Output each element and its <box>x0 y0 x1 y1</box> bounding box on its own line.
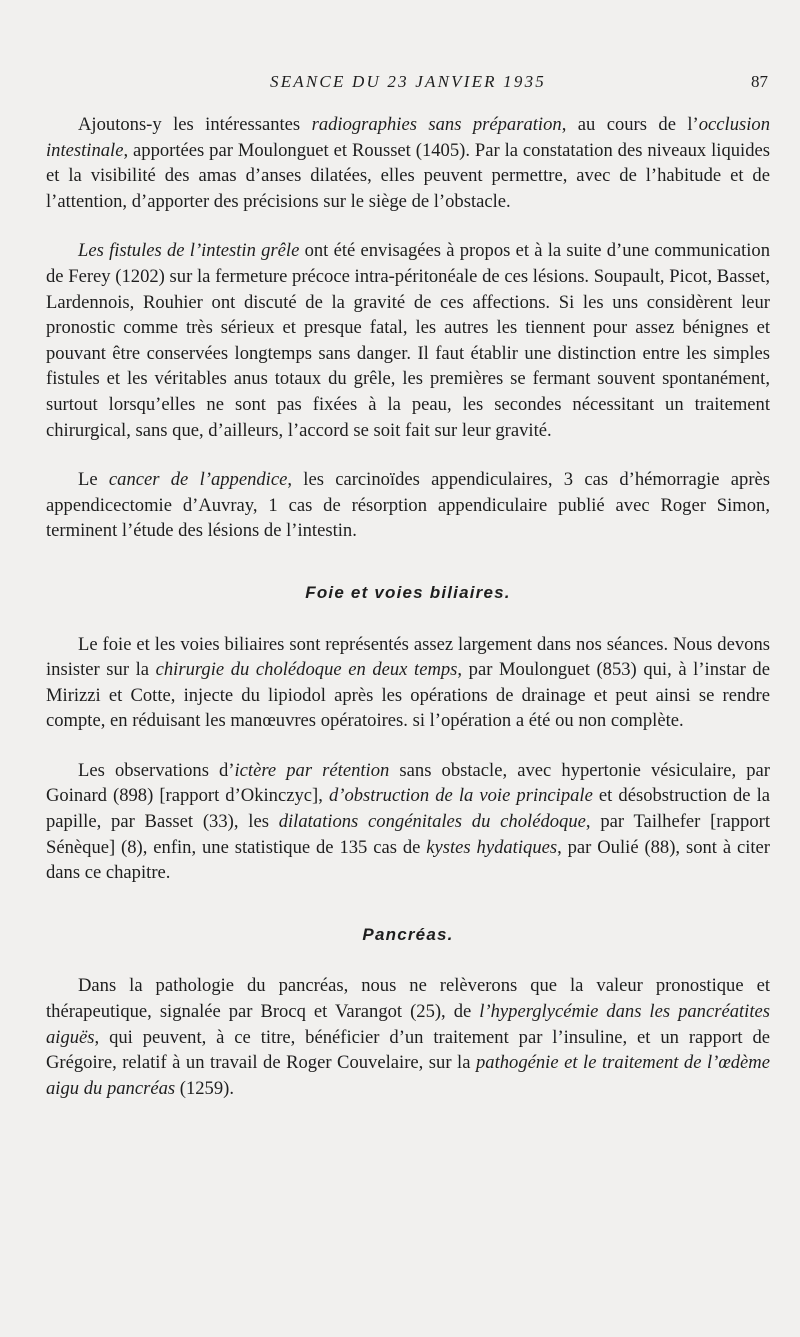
italic-term: ictère par rétention <box>234 759 390 781</box>
italic-term: kystes hydatiques <box>426 836 558 858</box>
text-run: sans obstacle, avec hypertonie vésiculaire, par Goinard (898) [rapport d’Okinczyc], <box>46 759 770 807</box>
text-run: , au cours de l’ <box>561 114 699 135</box>
text-run: , qui peuvent, à ce titre, bénéficier d’un traitement par l’insuline, et un rapport de Grégoire, relatif à un travail de Roger Couvelaire, sur la <box>46 1026 770 1074</box>
italic-term: pathogénie et le traitement de l’œdème aigu du pancréas <box>46 1052 770 1099</box>
running-title: SEANCE DU 23 JANVIER 1935 <box>270 72 546 91</box>
text-run: , apportées par Moulonguet et Rousset (1405). Par la constatation des niveaux liquides et la visibilité des amas d’anses dilatées, elles peuvent permettre, avec de l’habitude et de l’attention, d’apporter des précisions sur le siège de l’obstacle. <box>46 139 770 212</box>
text-run: Le foie et les voies biliaires sont représentés assez largement dans nos séances. Nous devons insister sur la <box>46 633 770 681</box>
section-heading-pancreas: Pancréas. <box>362 924 454 944</box>
text-run: Les observations d’ <box>78 759 235 781</box>
italic-term: d’obstruction de la voie principale <box>328 785 593 807</box>
paragraph-pancreas <box>46 973 770 1101</box>
paragraph-foie <box>46 632 770 734</box>
text-run: , les carcinoïdes appendiculaires, 3 cas d’hémorragie après appendicectomie d’Auvray, 1 cas de résorption appendiculaire publié avec Roger Simon, terminent l’étude des lésions de l’intestin. <box>46 469 771 542</box>
page-number: 87 <box>751 72 768 91</box>
italic-term: radiographies sans préparation <box>311 114 562 135</box>
text-run: Ajoutons-y les intéressantes <box>78 114 312 135</box>
italic-term: dilatations congénitales du cholédoque <box>278 811 586 833</box>
paragraph-appendice <box>46 467 770 544</box>
text-run: et désobstruction de la papille, par Basset (33), les <box>46 785 770 833</box>
paragraph-fistules <box>46 238 770 443</box>
paragraph-observations <box>46 758 770 886</box>
text-run: Le <box>78 469 109 491</box>
italic-term: chirurgie du cholédoque en deux temps <box>155 659 458 681</box>
body-text <box>46 112 770 1101</box>
italic-term: Les fistules de l’intestin grêle <box>78 240 300 262</box>
paragraph-radiographies <box>46 112 770 214</box>
text-run: , par Moulonguet (853) qui, à l’instar de Mirizzi et Cotte, injecte du lipiodol après les opérations de drainage et peut ainsi se rendre compte, en réduisant les manœuvres opératoires. si l’opération a été ou non complète. <box>46 659 770 732</box>
text-run: , par Oulié (88), sont à citer dans ce chapitre. <box>46 836 770 884</box>
text-run: , par Tailhefer [rapport Sénèque] (8), enfin, une statistique de 135 cas de <box>46 811 770 858</box>
italic-term: cancer de l’appendice <box>108 469 288 491</box>
italic-term: occlusion intestinale <box>46 114 770 161</box>
text-run: Dans la pathologie du pancréas, nous ne relèverons que la valeur pronostique et thérapeutique, signalée par Brocq et Varangot (25), de <box>46 975 770 1023</box>
running-header <box>48 72 768 98</box>
text-run: (1259). <box>175 1077 234 1099</box>
italic-term: l’hyperglycémie dans les pancréatites aiguës <box>46 1001 770 1048</box>
section-heading-foie: Foie et voies biliaires. <box>305 582 511 602</box>
text-run: ont été envisagées à propos et à la suite d’une communication de Ferey (1202) sur la fermeture précoce intra-péritonéale de ces lésions. Soupault, Picot, Basset, Lardennois, Rouhier ont discuté de la gravité de ces affections. Si les uns considèrent leur pronostic comme très sérieux et presque fatal, les autres les tiennent pour assez bénignes et pouvant être conservées longtemps sans danger. Il faut établir une distinction entre les simples fistules et les véritables anus totaux du grêle, les premières se fermant souvent spontanément, surtout lorsqu’elles ne sont pas fixées à la peau, les secondes nécessitant un traitement chirurgical, sans que, d’ailleurs, l’accord se soit fait sur leur gravité. <box>46 240 770 441</box>
